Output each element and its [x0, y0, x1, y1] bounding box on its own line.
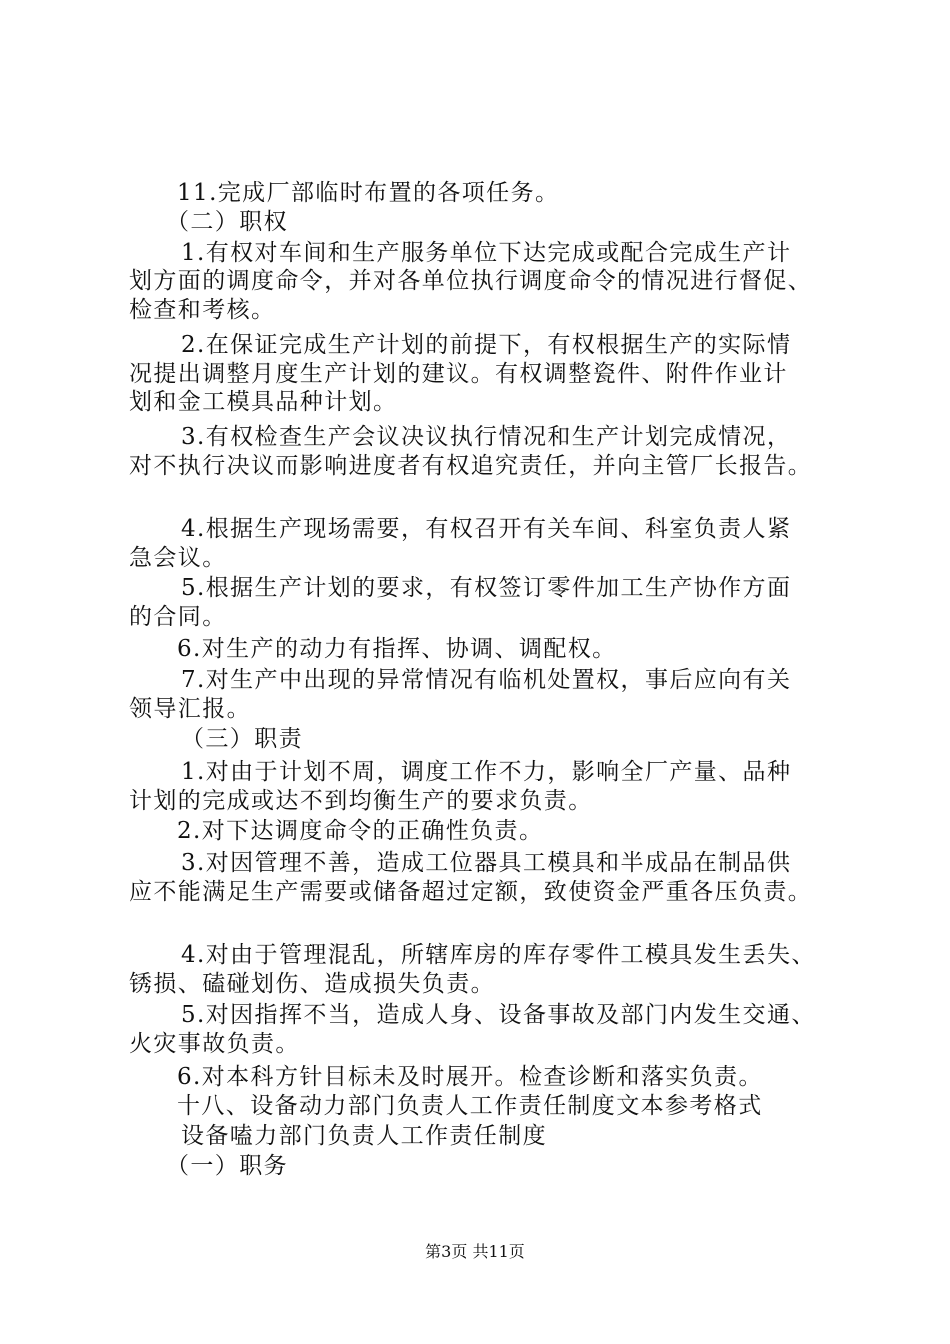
- text-line-9: 3.有权检查生产会议决议执行情况和生产计划完成情况，: [181, 424, 792, 450]
- text-line-27: 火灾事故负责。: [129, 1031, 300, 1057]
- text-line-17: 领导汇报。: [129, 696, 251, 722]
- text-line-5: 检查和考核。: [129, 297, 276, 323]
- text-line-23: 应不能满足生产需要或储备超过定额，致使资金严重各压负责。: [129, 879, 813, 905]
- text-line-12: 急会议。: [129, 545, 227, 571]
- text-line-16: 7.对生产中出现的异常情况有临机处置权，事后应向有关: [181, 667, 792, 693]
- text-line-26: 5.对因指挥不当，造成人身、设备事故及部门内发生交通、: [181, 1002, 816, 1028]
- text-line-11: 4.根据生产现场需要，有权召开有关车间、科室负责人紧: [181, 516, 792, 542]
- text-line-28: 6.对本科方针目标未及时展开。检查诊断和落实负责。: [177, 1064, 763, 1090]
- text-line-15: 6.对生产的动力有指挥、协调、调配权。: [177, 636, 617, 662]
- section-heading-chapter-18: 十八、设备动力部门负责人工作责任制度文本参考格式: [177, 1093, 763, 1119]
- section-heading-duties: （一）职务: [166, 1153, 288, 1179]
- text-line-13: 5.根据生产计划的要求，有权签订零件加工生产协作方面: [181, 575, 792, 601]
- text-line-14: 的合同。: [129, 604, 227, 630]
- text-line-6: 2.在保证完成生产计划的前提下，有权根据生产的实际情: [181, 332, 792, 358]
- section-heading-powers: （二）职权: [166, 209, 288, 235]
- text-line-25: 锈损、磕碰划伤、造成损失负责。: [129, 971, 495, 997]
- text-line-24: 4.对由于管理混乱，所辖库房的库存零件工模具发生丢失、: [181, 942, 816, 968]
- text-line-4: 划方面的调度命令，并对各单位执行调度命令的情况进行督促、: [129, 268, 813, 294]
- text-line-1: 11.完成厂部临时布置的各项任务。: [177, 180, 560, 206]
- text-line-3: 1.有权对车间和生产服务单位下达完成或配合完成生产计: [181, 240, 792, 266]
- text-line-20: 计划的完成或达不到均衡生产的要求负责。: [129, 788, 593, 814]
- document-subtitle: 设备嗑力部门负责人工作责任制度: [181, 1123, 547, 1149]
- section-heading-responsibilities: （三）职责: [181, 726, 303, 752]
- text-line-21: 2.对下达调度命令的正确性负责。: [177, 818, 544, 844]
- text-line-22: 3.对因管理不善，造成工位器具工模具和半成品在制品供: [181, 850, 792, 876]
- text-line-10: 对不执行决议而影响进度者有权追究责任，并向主管厂长报告。: [129, 453, 813, 479]
- text-line-19: 1.对由于计划不周，调度工作不力，影响全厂产量、品种: [181, 759, 792, 785]
- page-number-footer: 第3页 共11页: [425, 1242, 525, 1261]
- text-line-7: 况提出调整月度生产计划的建议。有权调整瓷件、附件作业计: [129, 361, 788, 387]
- text-line-8: 划和金工模具品种计划。: [129, 389, 398, 415]
